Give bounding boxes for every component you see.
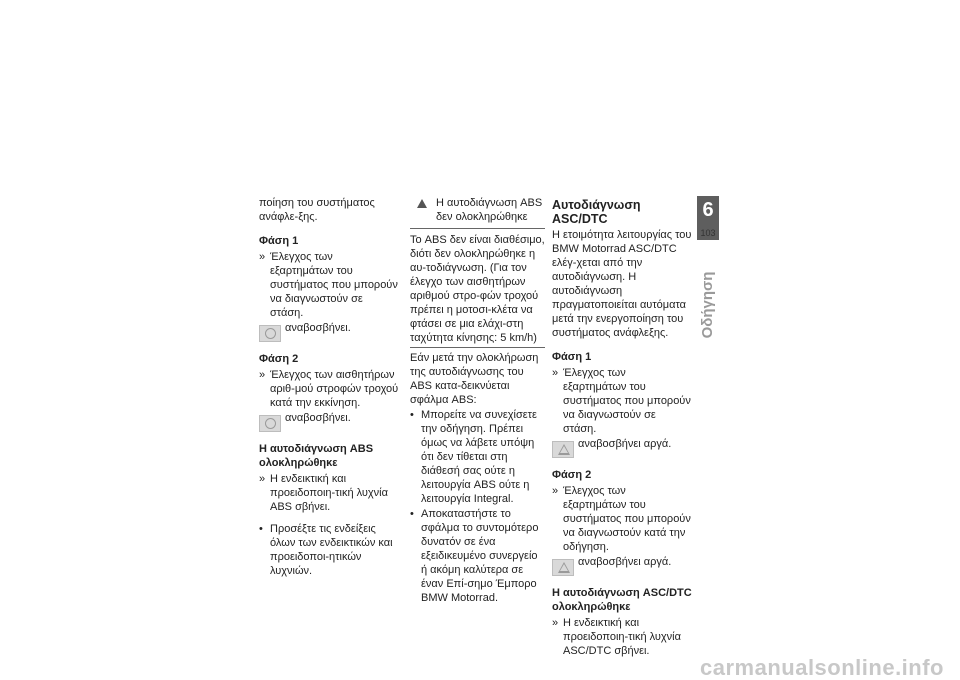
complete-item — [552, 616, 692, 658]
phase2-item — [259, 368, 399, 410]
phase2-indicator-text: αναβοσβήνει αργά. — [578, 556, 672, 568]
phase2-indicator — [552, 555, 692, 576]
phase1-heading: Φάση 1 — [259, 235, 299, 247]
phase1-indicator — [259, 321, 399, 342]
watermark: carmanualsonline.info — [700, 655, 944, 680]
phase1-indicator-text: αναβοσβήνει αργά. — [578, 438, 672, 450]
bullet-mark: • — [259, 523, 263, 535]
arrow-mark: » — [259, 473, 266, 485]
asc-warning-icon — [552, 441, 574, 458]
arrow-mark: » — [552, 367, 559, 379]
phase2-text: Έλεγχος των αισθητήρων αριθ-μού στροφών τροχού κατά την εκκίνηση. — [270, 369, 399, 409]
fault-text-2: Αποκαταστήστε το σφάλμα το συντομότερο δυνατόν σε ένα εξειδικευμένο συνεργείο ή ακόμη καλύτερα σε έναν Επί-σημο Έμπορο BMW Motorrad. — [421, 508, 539, 604]
note-body: Το ABS δεν είναι διαθέσιμο, διότι δεν ολοκληρώθηκε η αυ-τοδιάγνωση. (Για τον έλεγχο των αισθητήρων αριθμού στρο-φών τροχού πρέπει η μοτοσι-κλέτα να φτάσει σε μια ελάχι-στη ταχύτητα κίνησης: 5 km/h) — [410, 234, 545, 344]
phase1-indicator — [552, 437, 692, 458]
asc-warning-icon — [552, 559, 574, 576]
phase2-heading: Φάση 2 — [552, 469, 592, 481]
complete-text: Η ενδεικτική και προειδοποιη-τική λυχνία ABS σβήνει. — [270, 473, 388, 513]
phase2-heading: Φάση 2 — [259, 353, 299, 365]
phase1-indicator-text: αναβοσβήνει. — [285, 322, 351, 334]
fault-paragraph: Εάν μετά την ολοκλήρωση της αυτοδιάγνωσης του ABS κατα-δεικνύεται σφάλμα ABS: — [410, 352, 539, 406]
phase1-item — [259, 250, 399, 320]
page-number: 103 — [700, 228, 716, 238]
note-header — [410, 196, 545, 229]
arrow-mark: » — [552, 617, 559, 629]
notice-item — [259, 522, 399, 578]
abs-incomplete-note — [410, 196, 545, 348]
complete-text: Η ενδεικτική και προειδοποιη-τική λυχνία ASC/DTC σβήνει. — [563, 617, 681, 657]
warning-sign-icon — [410, 196, 432, 214]
column-abs-selftest — [259, 196, 399, 579]
arrow-mark: » — [259, 251, 266, 263]
phase1-heading: Φάση 1 — [552, 351, 592, 363]
chapter-title: Οδήγηση — [699, 271, 716, 339]
phase2-item — [552, 484, 692, 554]
phase1-item — [552, 366, 692, 436]
fault-text-1: Μπορείτε να συνεχίσετε την οδήγηση. Πρέπει όμως να λάβετε υπόψη ότι δεν τίθεται στη διάθεσή σας ούτε η λειτουργία ABS ούτε η λειτουργία Integral. — [421, 409, 537, 505]
notice-text: Προσέξτε τις ενδείξεις όλων των ενδεικτικών και προειδοποι-ητικών λυχνιών. — [270, 523, 393, 577]
phase1-text: Έλεγχος των εξαρτημάτων του συστήματος που μπορούν να διαγνωστούν σε στάση. — [563, 367, 691, 435]
complete-heading: Η αυτοδιάγνωση ASC/DTC ολοκληρώθηκε — [552, 587, 692, 613]
chapter-number: 6 — [702, 199, 714, 221]
abs-warning-icon — [259, 415, 281, 432]
side-label — [697, 255, 719, 365]
bullet-mark: • — [410, 508, 414, 520]
phase2-text: Έλεγχος των εξαρτημάτων του συστήματος που μπορούν να διαγνωστούν κατά την οδήγηση. — [563, 485, 691, 553]
note-title: Η αυτοδιάγνωση ABS δεν ολοκληρώθηκε — [436, 197, 543, 223]
abs-warning-icon — [259, 325, 281, 342]
column-asc-selftest — [552, 196, 692, 659]
complete-item — [259, 472, 399, 514]
phase2-indicator-text: αναβοσβήνει. — [285, 412, 351, 424]
phase1-text: Έλεγχος των εξαρτημάτων του συστήματος που μπορούν να διαγνωστούν σε στάση. — [270, 251, 398, 319]
fault-item-2 — [410, 507, 545, 605]
arrow-mark: » — [552, 485, 559, 497]
phase2-indicator — [259, 411, 399, 432]
section-title: Αυτοδιάγνωση ASC/DTC — [552, 198, 641, 226]
complete-heading: Η αυτοδιάγνωση ABS ολοκληρώθηκε — [259, 443, 374, 469]
column-abs-fault — [410, 196, 545, 606]
fault-item-1 — [410, 408, 545, 506]
intro-text: ποίηση του συστήματος ανάφλε-ξης. — [259, 197, 375, 223]
section-intro: Η ετοιμότητα λειτουργίας του BMW Motorrad ASC/DTC ελέγ-χεται από την αυτοδιάγνωση. Η αυτοδιάγνωση πραγματοποιείται αυτόματα μετά την ενεργοποίηση του συστήματος ανάφλεξης. — [552, 229, 692, 339]
bullet-mark: • — [410, 409, 414, 421]
arrow-mark: » — [259, 369, 266, 381]
